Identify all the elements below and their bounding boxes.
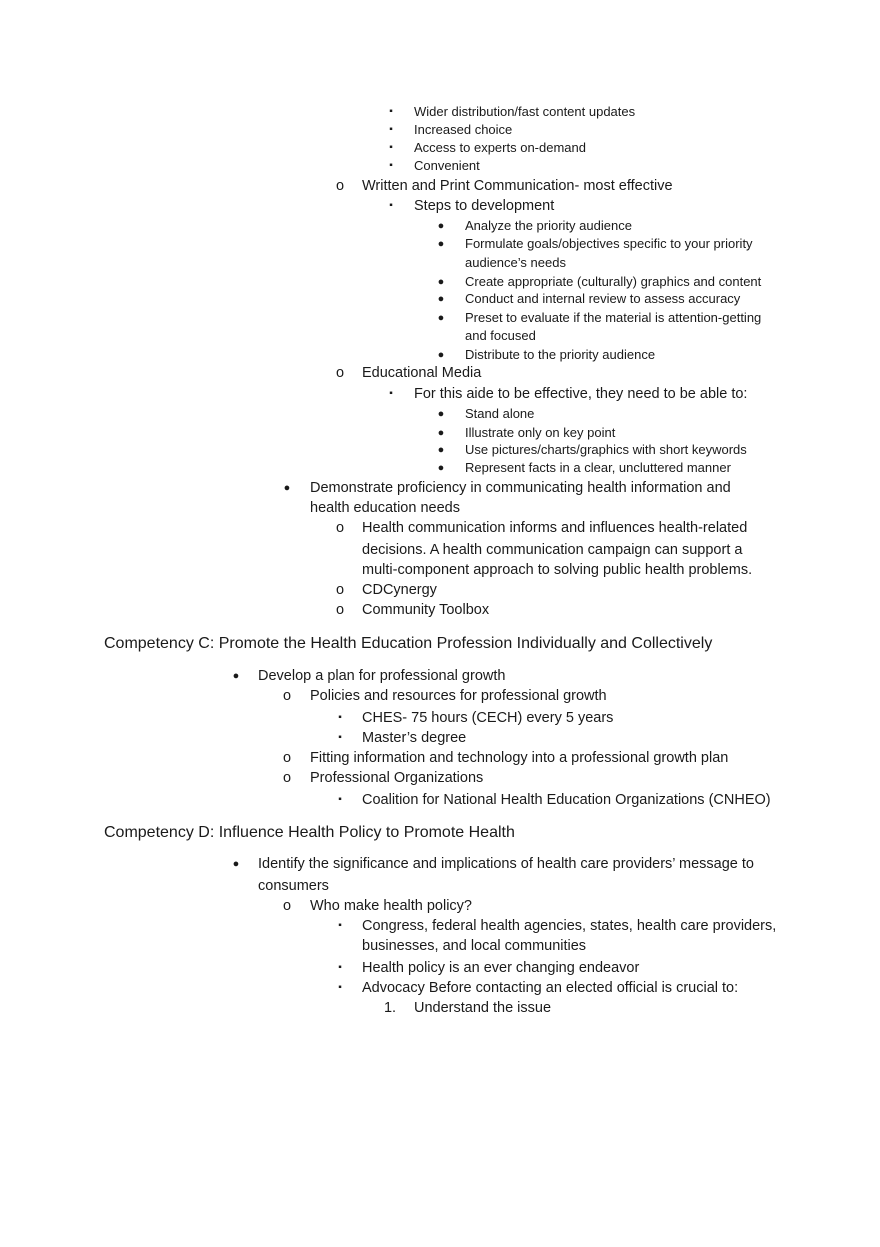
section-heading: Competency D: Influence Health Policy to Promote Health <box>104 824 515 841</box>
square-bullet-icon: ▪ <box>338 712 342 723</box>
list-item-text: Health policy is an ever changing endeavor <box>362 960 640 976</box>
list-item-text: Preset to evaluate if the material is attention-getting <box>465 310 762 325</box>
list-item-text: Policies and resources for professional growth <box>310 688 607 704</box>
square-bullet-icon: ▪ <box>389 106 393 117</box>
dot-bullet-icon: ● <box>232 858 240 870</box>
square-bullet-icon: ▪ <box>389 200 393 211</box>
dot-bullet-icon: ● <box>437 408 445 420</box>
circle-bullet-icon: o <box>335 178 345 194</box>
circle-bullet-icon: o <box>282 770 292 786</box>
square-bullet-icon: ▪ <box>389 124 393 135</box>
dot-bullet-icon: ● <box>232 670 240 682</box>
list-item-text: Health communication informs and influences health-related <box>362 520 748 536</box>
dot-bullet-icon: ● <box>437 293 445 305</box>
dot-bullet-icon: ● <box>283 482 291 494</box>
list-item-text: CHES- 75 hours (CECH) every 5 years <box>362 710 614 726</box>
list-item-text: Fitting information and technology into a professional growth plan <box>310 750 729 766</box>
list-item-text: Increased choice <box>414 122 513 137</box>
square-bullet-icon: ▪ <box>338 794 342 805</box>
dot-bullet-icon: ● <box>437 312 445 324</box>
square-bullet-icon: ▪ <box>338 982 342 993</box>
list-item-text: consumers <box>258 878 329 894</box>
square-bullet-icon: ▪ <box>338 920 342 931</box>
list-item-text: Written and Print Communication- most effective <box>362 178 673 194</box>
dot-bullet-icon: ● <box>437 427 445 439</box>
circle-bullet-icon: o <box>282 898 292 914</box>
list-item-text: Represent facts in a clear, uncluttered manner <box>465 460 731 475</box>
dot-bullet-icon: ● <box>437 462 445 474</box>
list-item-text: Conduct and internal review to assess accuracy <box>465 291 741 306</box>
list-item-text: Demonstrate proficiency in communicating health information and <box>310 480 731 496</box>
circle-bullet-icon: o <box>335 365 345 381</box>
list-item-text: Analyze the priority audience <box>465 218 632 233</box>
square-bullet-icon: ▪ <box>389 142 393 153</box>
number-marker: 1. <box>383 1000 397 1016</box>
list-item-text: Congress, federal health agencies, states, health care providers, <box>362 918 777 934</box>
list-item-text: Master’s degree <box>362 730 467 746</box>
dot-bullet-icon: ● <box>437 444 445 456</box>
list-item-text: decisions. A health communication campaign can support a <box>362 542 743 558</box>
list-item-text: For this aide to be effective, they need to be able to: <box>414 386 748 402</box>
list-item-text: Stand alone <box>465 406 535 421</box>
circle-bullet-icon: o <box>282 750 292 766</box>
dot-bullet-icon: ● <box>437 276 445 288</box>
list-item-text: multi-component approach to solving public health problems. <box>362 562 753 578</box>
square-bullet-icon: ▪ <box>338 962 342 973</box>
dot-bullet-icon: ● <box>437 238 445 250</box>
list-item-text: Community Toolbox <box>362 602 490 618</box>
square-bullet-icon: ▪ <box>389 388 393 399</box>
list-item-text: health education needs <box>310 500 460 516</box>
list-item-text: audience’s needs <box>465 255 566 270</box>
list-item-text: Steps to development <box>414 198 555 214</box>
circle-bullet-icon: o <box>282 688 292 704</box>
list-item-text: Convenient <box>414 158 480 173</box>
section-heading: Competency C: Promote the Health Education Profession Individually and Collectively <box>104 635 713 652</box>
list-item-text: Identify the significance and implications of health care providers’ message to <box>258 856 754 872</box>
list-item-text: Create appropriate (culturally) graphics and content <box>465 274 762 289</box>
list-item-text: Use pictures/charts/graphics with short keywords <box>465 442 747 457</box>
list-item-text: Who make health policy? <box>310 898 472 914</box>
list-item-text: Illustrate only on key point <box>465 425 616 440</box>
circle-bullet-icon: o <box>335 602 345 618</box>
circle-bullet-icon: o <box>335 582 345 598</box>
list-item-text: Educational Media <box>362 365 482 381</box>
list-item-text: Understand the issue <box>414 1000 552 1016</box>
list-item-text: Wider distribution/fast content updates <box>414 104 636 119</box>
list-item-text: and focused <box>465 328 536 343</box>
dot-bullet-icon: ● <box>437 220 445 232</box>
list-item-text: Advocacy Before contacting an elected official is crucial to: <box>362 980 739 996</box>
circle-bullet-icon: o <box>335 520 345 536</box>
list-item-text: Distribute to the priority audience <box>465 347 656 362</box>
dot-bullet-icon: ● <box>437 349 445 361</box>
list-item-text: Formulate goals/objectives specific to your priority <box>465 236 753 251</box>
square-bullet-icon: ▪ <box>389 160 393 171</box>
list-item-text: businesses, and local communities <box>362 938 587 954</box>
list-item-text: Professional Organizations <box>310 770 484 786</box>
square-bullet-icon: ▪ <box>338 732 342 743</box>
list-item-text: Access to experts on-demand <box>414 140 586 155</box>
list-item-text: CDCynergy <box>362 582 437 598</box>
list-item-text: Develop a plan for professional growth <box>258 668 506 684</box>
list-item-text: Coalition for National Health Education Organizations (CNHEO) <box>362 792 771 808</box>
